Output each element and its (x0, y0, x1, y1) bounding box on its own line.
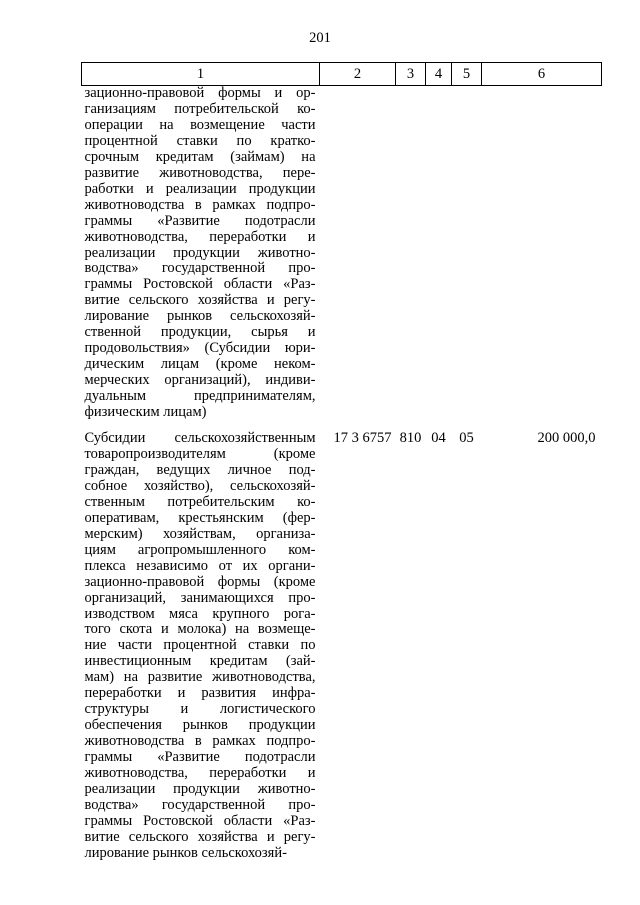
description-line: дическим лицам (кроме неком- (84, 356, 316, 373)
description-line: животноводства в рамках подпро- (84, 196, 316, 213)
row-1-col3 (396, 86, 426, 422)
row-2-col4: 04 (431, 430, 446, 447)
row-1-description (82, 86, 320, 422)
description-line: лирование рынков сельскохозяй- (84, 308, 316, 325)
row-2-code: 17 3 6757 (333, 430, 392, 447)
description-line: структуры и логистического (84, 701, 316, 718)
description-line: того скота и молока) на возмеще- (84, 621, 316, 638)
description-line: развитие животноводства, пере- (84, 164, 316, 181)
description-line: ственным потребительским ко- (84, 493, 316, 510)
description-line: лирование рынков сельскохозяй- (84, 844, 287, 861)
row-2-col3: 810 (399, 430, 422, 447)
description-line: обеспечения рынков продукции (84, 717, 316, 734)
table-row (82, 431, 602, 862)
row-1-col4 (426, 86, 452, 422)
description-line: водства» государственной про- (84, 260, 316, 277)
description-line: ние части процентной ставки по (84, 637, 316, 654)
description-line: реализации продукции животно- (84, 244, 316, 261)
page-number: 201 (309, 30, 331, 46)
header-col-2: 2 (320, 63, 396, 86)
header-col-6: 6 (482, 63, 602, 86)
description-line: работки и реализации продукции (84, 180, 316, 197)
description-line: мам) на развитие животноводства, (84, 669, 316, 686)
description-line: срочным кредитам (займам) на (84, 148, 316, 165)
header-col-3: 3 (396, 63, 426, 86)
row-2-description (82, 431, 320, 862)
description-line: операции на возмещение части (84, 116, 316, 133)
row-2-col5: 05 (459, 430, 474, 447)
description-line: граммы «Развитие подотрасли (84, 749, 316, 766)
description-line: граммы Ростовской области «Раз- (84, 812, 316, 829)
description-line: ганизациям потребительской ко- (84, 100, 316, 117)
row-1-code (320, 86, 396, 422)
header-col-1: 1 (82, 63, 320, 86)
description-line: оперативам, крестьянским (фер- (84, 509, 316, 526)
description-line: продовольствия» (Субсидии юри- (84, 340, 316, 357)
description-line: зационно-правовой формы и ор- (84, 85, 316, 101)
description-line: организаций, занимающихся про- (84, 589, 316, 606)
description-line: переработки и развития инфра- (84, 685, 316, 702)
description-line: ственной продукции, сырья и (84, 324, 316, 341)
header-col-4: 4 (426, 63, 452, 86)
description-line: плекса независимо от их органи- (84, 557, 316, 574)
header-row (82, 63, 602, 86)
description-line: инвестиционным кредитам (зай- (84, 653, 316, 670)
description-line: товаропроизводителям (кроме (84, 445, 316, 462)
description-line: циям агропромышленного ком- (84, 541, 316, 558)
description-line: мерческих организаций), индиви- (84, 372, 316, 389)
budget-table (81, 62, 602, 862)
description-line: Субсидии сельскохозяйственным (84, 430, 316, 447)
description-line: граммы «Развитие подотрасли (84, 212, 316, 229)
row-1-col5 (452, 86, 482, 422)
description-line: процентной ставки по кратко- (84, 132, 316, 149)
description-line: граждан, ведущих личное под- (84, 461, 316, 478)
description-line: граммы Ростовской области «Раз- (84, 276, 316, 293)
header-col-5: 5 (452, 63, 482, 86)
description-line: водства» государственной про- (84, 796, 316, 813)
description-line: изводством мяса крупного рога- (84, 605, 316, 622)
description-line: мерским) хозяйствам, организа- (84, 525, 316, 542)
description-line: витие сельского хозяйства и регу- (84, 828, 316, 845)
description-line: реализации продукции животно- (84, 780, 316, 797)
description-line: собное хозяйство), сельскохозяй- (84, 477, 316, 494)
description-line: физическим лицам) (84, 404, 207, 421)
description-line: животноводства в рамках подпро- (84, 733, 316, 750)
table-row (82, 86, 602, 422)
row-1-amount (482, 86, 602, 422)
row-2-amount: 200 000,0 (537, 430, 596, 447)
description-line: зационно-правовой формы (кроме (84, 573, 316, 590)
description-line: витие сельского хозяйства и регу- (84, 292, 316, 309)
description-line: дуальным предпринимателям, (84, 388, 316, 405)
description-line: животноводства, переработки и (84, 765, 316, 782)
description-line: животноводства, переработки и (84, 228, 316, 245)
